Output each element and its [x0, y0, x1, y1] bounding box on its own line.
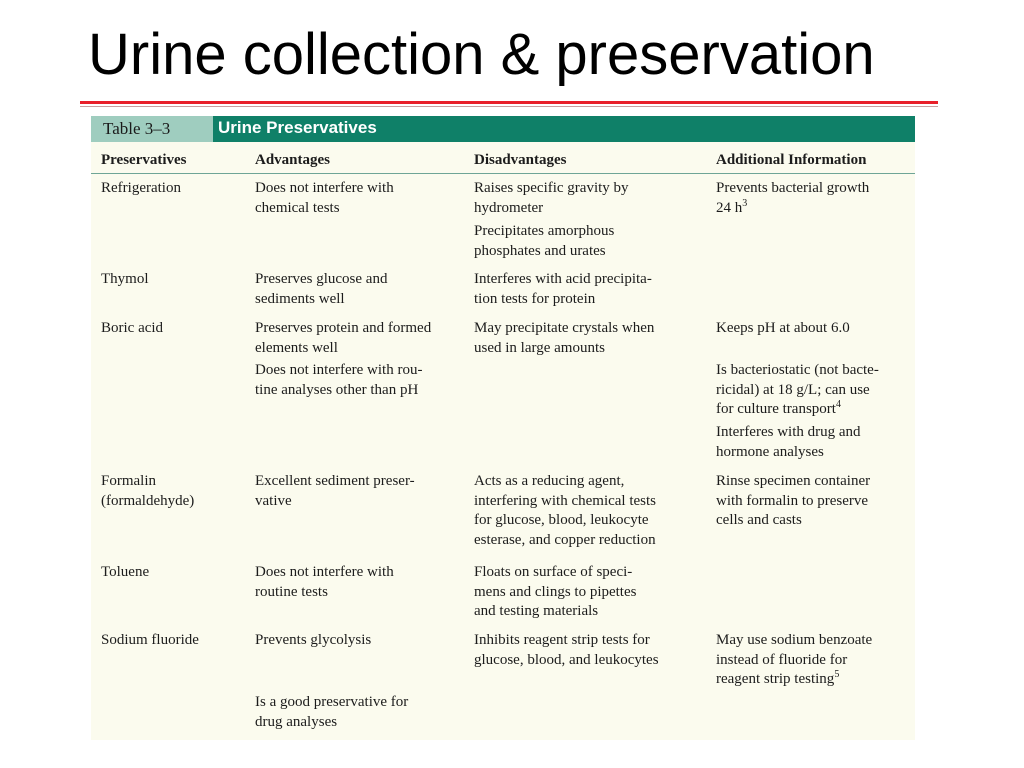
- cell-text: reagent strip testing: [716, 671, 835, 687]
- cell-line: phosphates and urates: [474, 242, 606, 259]
- advantage-cell: [255, 270, 387, 309]
- advantage-cell: [255, 361, 422, 400]
- cell-line: (formaldehyde): [101, 492, 195, 509]
- cell-text: 24 h: [716, 199, 743, 216]
- cell-line: and testing materials: [474, 603, 599, 619]
- disadvantage-cell: [474, 631, 659, 670]
- cell-line: elements well: [255, 339, 338, 356]
- cell-line: Preserves glucose and: [255, 271, 388, 287]
- cell-line: tine analyses other than pH: [255, 381, 419, 398]
- preservative-name: Sodium fluoride: [101, 632, 199, 648]
- col-header-additional-info: Additional Information: [716, 152, 867, 168]
- cell-line: Does not interfere with: [255, 180, 394, 196]
- title-underline: [80, 101, 938, 104]
- cell-line: [716, 400, 879, 420]
- cell-line: Raises specific gravity by: [474, 180, 629, 196]
- info-cell: [716, 179, 869, 218]
- cell-line: esterase, and copper reduction: [474, 531, 656, 548]
- cell-line: Does not interfere with rou-: [255, 362, 423, 378]
- info-cell: [716, 319, 850, 339]
- cell-line: May use sodium benzoate: [716, 632, 873, 648]
- cell-line: Precipitates amorphous: [474, 223, 615, 239]
- cell-line: Is bacteriostatic (not bacte-: [716, 362, 879, 378]
- cell-line: tion tests for protein: [474, 290, 596, 307]
- cell-line: Excellent sediment preser-: [255, 473, 415, 489]
- reference-superscript: 3: [742, 197, 748, 209]
- cell-line: Rinse specimen container: [716, 473, 871, 489]
- cell-line: sediments well: [255, 290, 345, 307]
- cell-text: for culture transport: [716, 401, 836, 417]
- cell-line: cells and casts: [716, 512, 802, 528]
- col-header-disadvantages: Disadvantages: [474, 152, 567, 168]
- preservative-name: Refrigeration: [101, 180, 181, 196]
- reference-superscript: 5: [834, 669, 840, 680]
- cell-line: May precipitate crystals when: [474, 320, 655, 336]
- cell-line: mens and clings to pipettes: [474, 583, 637, 600]
- advantage-cell: [255, 563, 394, 602]
- info-cell: [716, 361, 879, 420]
- col-header-advantages: Advantages: [255, 152, 331, 168]
- cell-line: [716, 199, 869, 219]
- advantage-cell: [255, 319, 431, 358]
- cell-line: Prevents glycolysis: [255, 632, 372, 648]
- cell-line: Acts as a reducing agent,: [474, 473, 625, 489]
- reference-superscript: 4: [835, 399, 841, 410]
- cell-line: chemical tests: [255, 199, 340, 216]
- cell-line: Inhibits reagent strip tests for: [474, 632, 650, 648]
- slide-title: Urine collection & preservation: [88, 22, 875, 87]
- preservatives-table: [91, 116, 915, 740]
- col-header-preservatives: Preservatives: [101, 152, 187, 168]
- advantage-cell: [255, 179, 394, 218]
- disadvantage-cell: [474, 222, 614, 261]
- preservative-name: [101, 472, 194, 511]
- cell-line: Keeps pH at about 6.0: [716, 320, 850, 336]
- title-underline-thin: [80, 106, 938, 107]
- advantage-cell: [255, 472, 415, 511]
- cell-line: hydrometer: [474, 199, 544, 216]
- advantage-cell: [255, 631, 371, 651]
- cell-line: routine tests: [255, 583, 328, 600]
- cell-line: Preserves protein and formed: [255, 320, 432, 336]
- cell-line: hormone analyses: [716, 443, 824, 460]
- cell-line: Floats on surface of speci-: [474, 564, 633, 580]
- cell-line: [716, 670, 872, 690]
- cell-line: Prevents bacterial growth: [716, 180, 870, 196]
- cell-line: Interferes with drug and: [716, 424, 861, 440]
- cell-line: drug analyses: [255, 713, 338, 730]
- info-cell: [716, 631, 872, 690]
- cell-line: Does not interfere with: [255, 564, 394, 580]
- cell-line: instead of fluoride for: [716, 651, 848, 668]
- cell-line: Interferes with acid precipita-: [474, 271, 652, 287]
- cell-line: vative: [255, 492, 292, 509]
- disadvantage-cell: [474, 563, 636, 622]
- disadvantage-cell: [474, 472, 656, 550]
- cell-line: Formalin: [101, 473, 156, 489]
- cell-line: Is a good preservative for: [255, 694, 409, 710]
- cell-line: used in large amounts: [474, 339, 605, 356]
- info-cell: [716, 472, 870, 531]
- preservative-name: Toluene: [101, 564, 150, 580]
- preservative-name: Boric acid: [101, 320, 164, 336]
- cell-line: with formalin to preserve: [716, 492, 869, 509]
- cell-line: for glucose, blood, leukocyte: [474, 512, 649, 528]
- cell-line: interfering with chemical tests: [474, 492, 657, 509]
- disadvantage-cell: [474, 179, 629, 218]
- cell-line: glucose, blood, and leukocytes: [474, 651, 659, 668]
- info-cell: [716, 423, 861, 462]
- table-number: Table 3–3: [91, 116, 213, 142]
- preservative-name: Thymol: [101, 271, 149, 287]
- disadvantage-cell: [474, 319, 654, 358]
- table-title: Urine Preservatives: [218, 118, 377, 137]
- cell-line: ricidal) at 18 g/L; can use: [716, 381, 870, 398]
- table-banner: [91, 116, 915, 142]
- advantage-cell: [255, 693, 408, 732]
- disadvantage-cell: [474, 270, 652, 309]
- header-divider: [91, 173, 915, 174]
